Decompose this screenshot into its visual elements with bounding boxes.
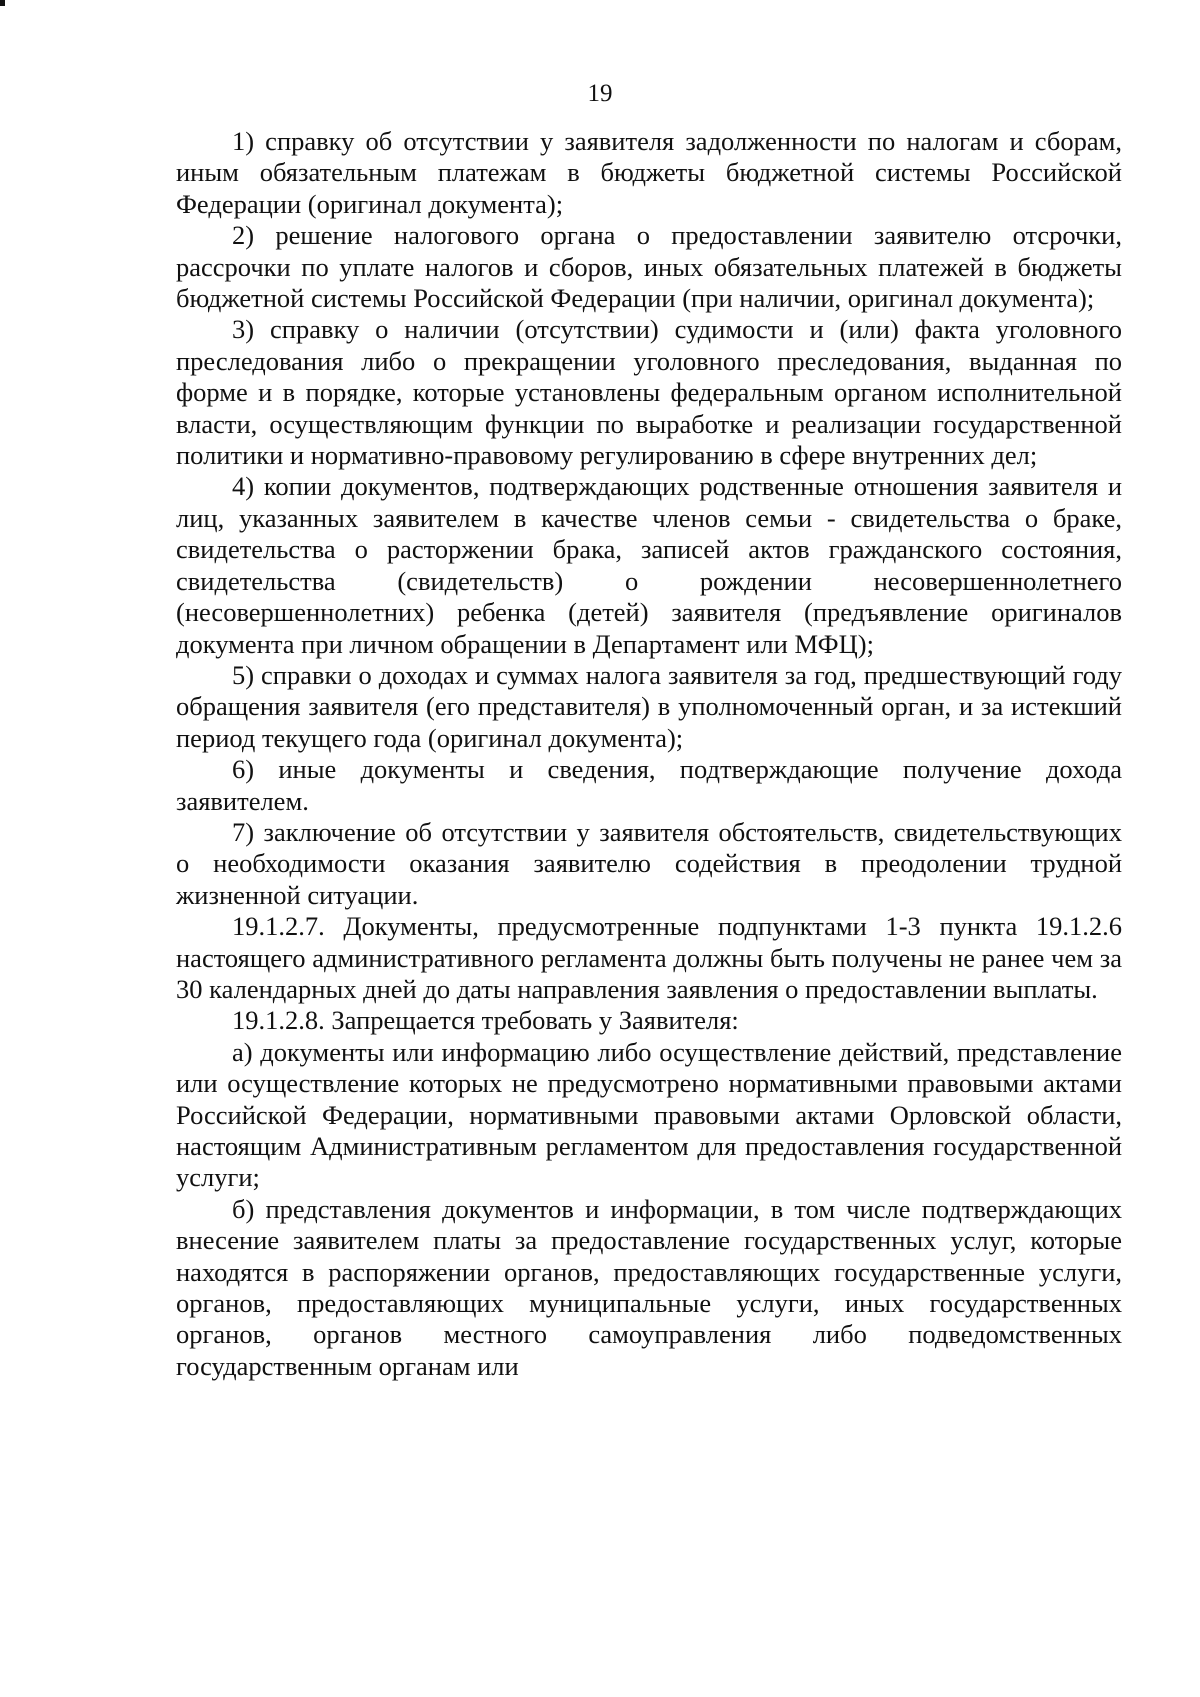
paragraph-clause-19-1-2-8: 19.1.2.8. Запрещается требовать у Заявителя:: [232, 1005, 739, 1036]
paragraph-item-7: 7) заключение об отсутствии у заявителя обстоятельств, свидетельствующих о необходимости оказания заявителю содействия в преодолении трудной жизненной ситуации.: [176, 816, 1122, 910]
paragraph-item-1: 1) справку об отсутствии у заявителя задолженности по налогам и сборам, иным обязательным платежам в бюджеты бюджетной системы Российской Федерации (оригинал документа);: [176, 126, 1122, 219]
paragraph-item-6: 6) иные документы и сведения, подтверждающие получение дохода заявителем.: [176, 754, 1122, 816]
paragraph-item-a: а) документы или информацию либо осуществление действий, представление или осуществление которых не предусмотрено нормативными правовыми актами Российской Федерации, нормативными правовыми актами Орловской области, настоящим Административным регламентом для предоставления государственной услуги;: [176, 1036, 1122, 1193]
paragraph-item-4: 4) копии документов, подтверждающих родственные отношения заявителя и лиц, указанных заявителем в качестве членов семьи - свидетельства о браке, свидетельства о расторжении брака, записей актов гражданского состояния, свидетельства (свидетельств) о рождении несовершеннолетнего (несовершеннолетних) ребенка (детей) заявителя (предъявление оригиналов документа при личном обращении в Департамент или МФЦ);: [176, 471, 1122, 659]
paragraph-item-5: 5) справки о доходах и суммах налога заявителя за год, предшествующий году обращения заявителя (его представителя) в уполномоченный орган, и за истекший период текущего года (оригинал документа);: [176, 659, 1122, 753]
scan-edge-mark: [0, 0, 5, 6]
paragraph-item-b: б) представления документов и информации, в том числе подтверждающих внесение заявителем платы за предоставление государственных услуг, которые находятся в распоряжении органов, предоставляющих государственные услуги, органов, предоставляющих муниципальные услуги, иных государственных органов, органов местного самоуправления либо подведомственных государственным органам или: [176, 1193, 1122, 1381]
page-number: 19: [587, 80, 613, 107]
paragraph-item-2: 2) решение налогового органа о предоставлении заявителю отсрочки, рассрочки по уплате налогов и сборов, иных обязательных платежей в бюджеты бюджетной системы Российской Федерации (при наличии, оригинал документа);: [176, 220, 1122, 314]
paragraph-item-3: 3) справку о наличии (отсутствии) судимости и (или) факта уголовного преследования либо о прекращении уголовного преследования, выданная по форме и в порядке, которые установлены федеральным органом исполнительной власти, осуществляющим функции по выработке и реализации государственной политики и нормативно-правовому регулированию в сфере внутренних дел;: [176, 314, 1122, 471]
paragraph-clause-19-1-2-7: 19.1.2.7. Документы, предусмотренные подпунктами 1-3 пункта 19.1.2.6 настоящего административного регламента должны быть получены не ранее чем за 30 календарных дней до даты направления заявления о предоставлении выплаты.: [176, 911, 1122, 1004]
document-body: [176, 126, 1122, 1382]
